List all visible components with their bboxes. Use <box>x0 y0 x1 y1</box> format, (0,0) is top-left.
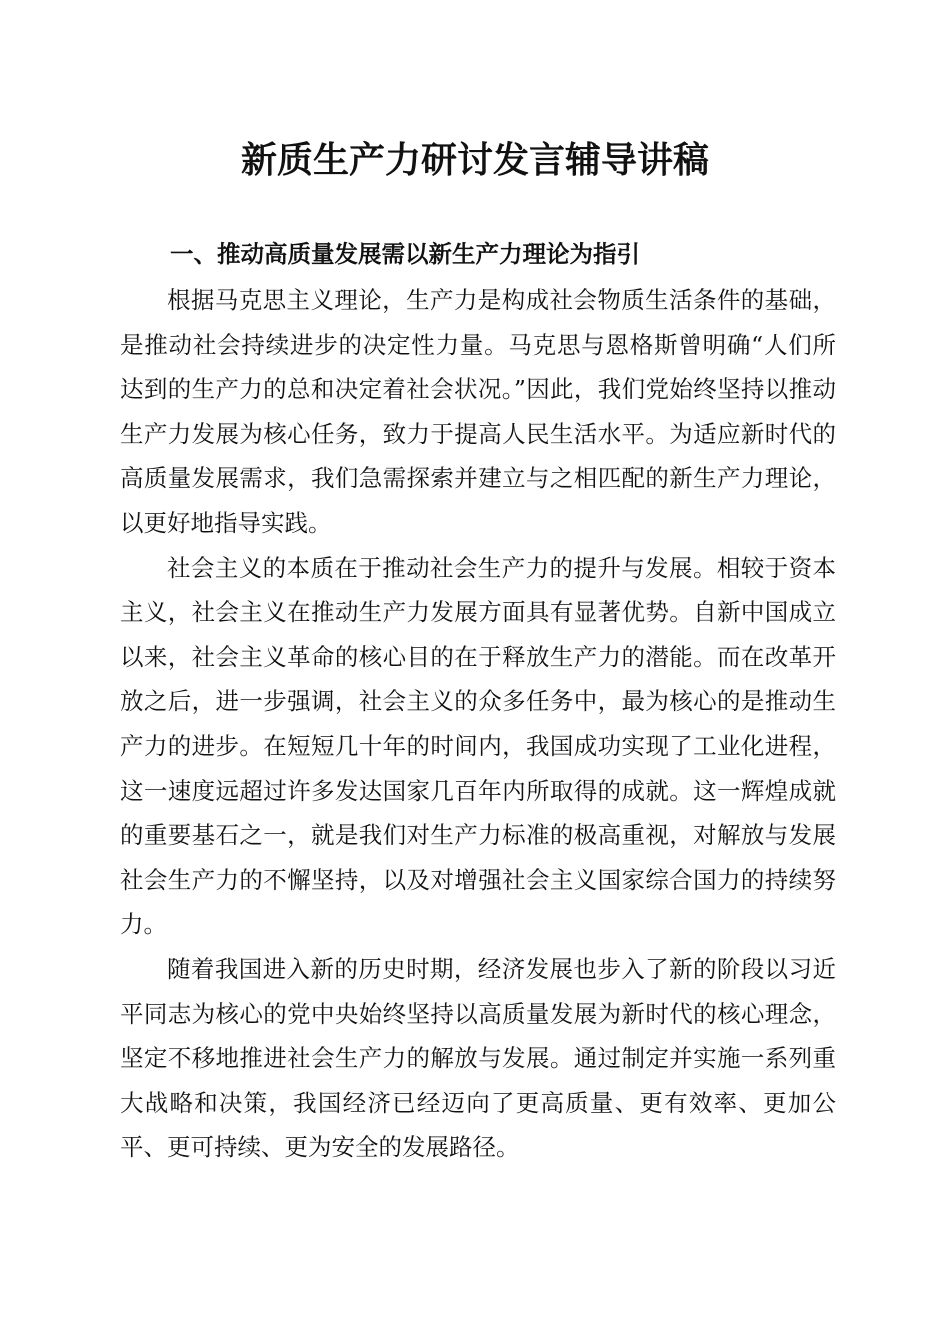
paragraph-3: 随着我国进入新的历史时期，经济发展也步入了新的阶段以习近平同志为核心的党中央始终坚持以高质量发展为新时代的核心理念，坚定不移地推进社会生产力的解放与发展。通过制定并实施一系列重大战略和决策，我国经济已经迈向了更高质量、更有效率、更加公平、更可持续、更为安全的发展路径。 <box>120 954 836 1162</box>
document-body <box>120 278 836 1170</box>
document-title: 新质生产力研讨发言辅导讲稿 <box>240 139 709 181</box>
paragraph-2: 社会主义的本质在于推动社会生产力的提升与发展。相较于资本主义，社会主义在推动生产力发展方面具有显著优势。自新中国成立以来，社会主义革命的核心目的在于释放生产力的潜能。而在改革开放之后，进一步强调，社会主义的众多任务中，最为核心的是推动生产力的进步。在短短几十年的时间内，我国成功实现了工业化进程，这一速度远超过许多发达国家几百年内所取得的成就。这一辉煌成就的重要基石之一，就是我们对生产力标准的极高重视，对解放与发展社会生产力的不懈坚持，以及对增强社会主义国家综合国力的持续努力。 <box>120 553 836 939</box>
paragraph-1: 根据马克思主义理论，生产力是构成社会物质生活条件的基础，是推动社会持续进步的决定性力量。马克思与恩格斯曾明确“人们所达到的生产力的总和决定着社会状况。”因此，我们党始终坚持以推动生产力发展为核心任务，致力于提高人民生活水平。为适应新时代的高质量发展需求，我们急需探索并建立与之相匹配的新生产力理论，以更好地指导实践。 <box>120 286 836 537</box>
section-heading: 一、推动高质量发展需以新生产力理论为指引 <box>170 240 640 268</box>
